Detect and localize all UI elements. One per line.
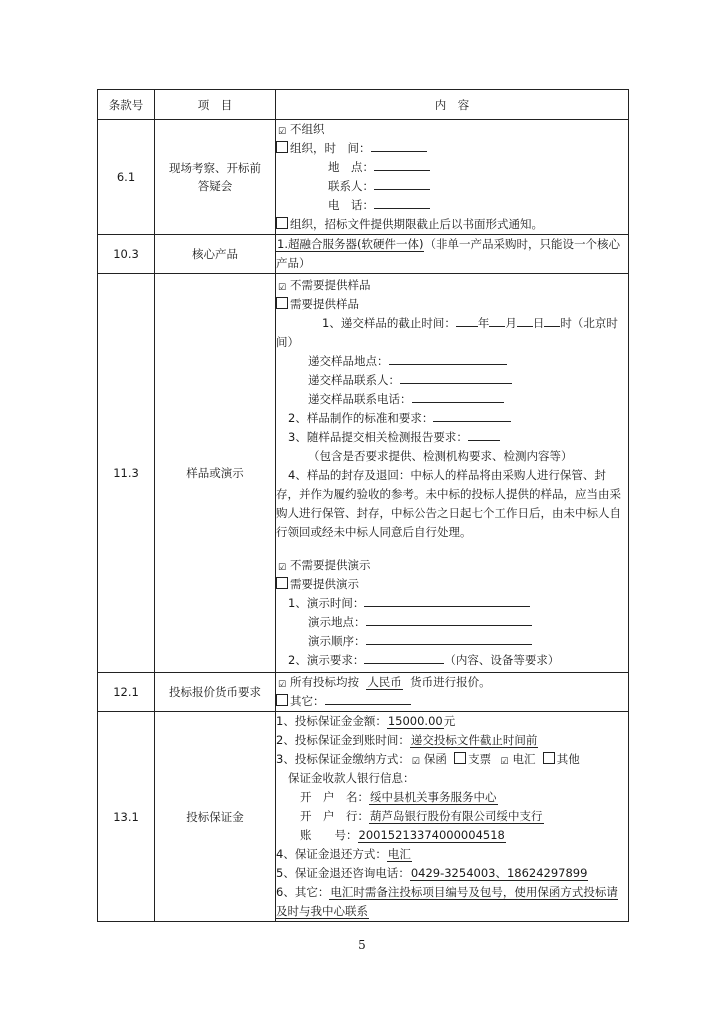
label: 4、保证金退还方式： — [276, 847, 387, 861]
row-12-1 — [98, 673, 629, 712]
option-line — [276, 120, 628, 139]
header-clause-no: 条款号 — [98, 90, 155, 120]
checked-checkbox[interactable]: ☑ — [277, 283, 287, 293]
clause-content — [276, 673, 629, 712]
option-line — [276, 575, 628, 594]
clause-number: 12.1 — [98, 673, 155, 712]
option-text: 联系人： — [328, 179, 374, 193]
bank-name: 葫芦岛银行股份有限公司绥中支行 — [370, 809, 543, 823]
option-text: 需要提供演示 — [290, 577, 359, 591]
refund-phone: 0429-3254003、18624297899 — [410, 866, 588, 880]
option-text: 不组织 — [290, 122, 325, 136]
option-text: 需要提供样品 — [290, 297, 359, 311]
deposit-line — [276, 845, 628, 864]
deposit-amount: 15000.00 — [387, 714, 443, 728]
option-line — [276, 139, 628, 158]
option-line — [276, 352, 628, 371]
blank-field[interactable] — [364, 594, 530, 607]
option-line — [276, 673, 628, 692]
unchecked-checkbox[interactable] — [543, 752, 555, 764]
account-name: 绥中县机关事务服务中心 — [370, 790, 497, 804]
option-text: 递交样品联系电话： — [308, 392, 412, 406]
label: 1、投标保证金金额： — [276, 714, 387, 728]
option-line — [276, 158, 628, 177]
clause-item: 投标保证金 — [155, 712, 276, 922]
clause-number: 6.1 — [98, 120, 155, 235]
option-line — [276, 314, 628, 333]
deposit-line: 保证金收款人银行信息： — [288, 771, 415, 785]
option-text: 所有投标均按 — [290, 675, 359, 689]
item-line: 现场考察、开标前 — [169, 161, 261, 175]
unchecked-checkbox[interactable] — [276, 297, 288, 309]
refund-method: 电汇 — [387, 847, 411, 861]
checked-checkbox[interactable]: ☑ — [277, 127, 287, 137]
clause-number: 11.3 — [98, 274, 155, 673]
date-unit: 时（北京时 — [560, 316, 618, 330]
label: 5、保证金退还咨询电话： — [276, 866, 410, 880]
table-header-row — [98, 90, 629, 120]
option-text: 货币进行报价。 — [410, 675, 491, 689]
deposit-line — [276, 807, 628, 826]
blank-field[interactable] — [433, 409, 511, 422]
checked-checkbox[interactable]: ☑ — [277, 680, 287, 690]
clause-number: 13.1 — [98, 712, 155, 922]
unchecked-checkbox[interactable] — [276, 217, 288, 229]
option-text: 1、演示时间： — [288, 596, 365, 610]
blank-field[interactable] — [400, 371, 512, 384]
option-text: 1、递交样品的截止时间： — [322, 316, 456, 330]
option-line — [276, 594, 628, 613]
row-13-1 — [98, 712, 629, 922]
currency-value: 人民币 — [367, 675, 402, 689]
other-notes: 电汇时需备注投标项目编号及包号，使用保函方式投标请及时与我中心联系 — [276, 885, 618, 918]
clause-content — [276, 120, 629, 235]
sample-return-paragraph: 4、样品的封存及退回：中标人的样品将由采购人进行保管、封存，并作为履约验收的参考。未中标的投标人提供的样品，应当由采购人进行保管、封存，中标公告之日起七个工作日后，由未中标人自行领回或经未中标人同意后自行处理。 — [276, 468, 621, 539]
option-line — [276, 215, 628, 234]
deposit-line — [276, 883, 628, 921]
blank-field[interactable] — [364, 651, 444, 664]
blank-field[interactable] — [517, 314, 533, 327]
option-line: （包含是否要求提供、检测机构要求、检测内容等） — [308, 449, 573, 463]
account-number: 20015213374000004518 — [358, 828, 505, 842]
date-unit: 日 — [532, 316, 545, 330]
unchecked-checkbox[interactable] — [276, 694, 288, 706]
option-line — [276, 556, 628, 575]
clause-item: 投标报价货币要求 — [155, 673, 276, 712]
option-line — [276, 390, 628, 409]
deposit-line — [276, 864, 628, 883]
clause-item: 核心产品 — [155, 235, 276, 274]
checked-checkbox[interactable]: ☑ — [277, 563, 287, 573]
option-text: 演示地点： — [308, 615, 366, 629]
blank-field[interactable] — [489, 314, 505, 327]
deposit-line — [276, 712, 628, 731]
label: 开 户 行： — [300, 809, 369, 823]
clause-content — [276, 274, 629, 673]
option-text: 电 话： — [328, 198, 374, 212]
deposit-line — [276, 731, 628, 750]
header-content: 内 容 — [276, 90, 629, 120]
option-line: 间） — [276, 335, 299, 349]
blank-field[interactable] — [389, 352, 507, 365]
option-text: 2、样品制作的标准和要求： — [288, 411, 434, 425]
option-line — [276, 632, 628, 651]
deposit-line — [276, 788, 628, 807]
blank-field[interactable] — [374, 158, 430, 171]
option-text: 递交样品联系人： — [308, 373, 400, 387]
unchecked-checkbox[interactable] — [454, 752, 466, 764]
date-unit: 月 — [505, 316, 517, 330]
option-line — [276, 371, 628, 390]
deposit-line — [276, 750, 628, 769]
unit: 元 — [443, 714, 456, 728]
deposit-line — [276, 826, 628, 845]
method-label: 其他 — [556, 752, 580, 766]
blank-field[interactable] — [371, 139, 427, 152]
option-line — [276, 177, 628, 196]
unchecked-checkbox[interactable] — [276, 141, 288, 153]
blank-field[interactable] — [374, 177, 430, 190]
blank-field[interactable] — [325, 692, 411, 705]
clause-number: 10.3 — [98, 235, 155, 274]
blank-field[interactable] — [456, 314, 478, 327]
option-text: 3、随样品提交相关检测报告要求： — [288, 430, 468, 444]
label: 6、其它： — [276, 885, 330, 899]
option-text: 地 点： — [328, 160, 374, 174]
option-text: 组织，招标文件提供期限截止后以书面形式通知。 — [290, 217, 543, 231]
method-label: 保函 — [423, 752, 447, 766]
item-line: 答疑会 — [197, 179, 233, 193]
blank-field[interactable] — [366, 632, 532, 645]
header-item: 项 目 — [155, 90, 276, 120]
bid-terms-table — [97, 89, 629, 922]
clause-item: 样品或演示 — [155, 274, 276, 673]
core-product-value: 1.超融合服务器(软硬件一体) — [277, 237, 424, 251]
clause-content — [276, 712, 629, 922]
page-number: 5 — [358, 938, 366, 952]
option-text: 不需要提供样品 — [290, 278, 371, 292]
row-6-1 — [98, 120, 629, 235]
option-line — [276, 651, 628, 670]
option-line — [276, 613, 628, 632]
blank-field[interactable] — [374, 196, 430, 209]
clause-content — [276, 235, 629, 274]
label: 2、投标保证金到账时间： — [276, 733, 410, 747]
date-unit: 年 — [477, 316, 490, 330]
option-line — [276, 276, 628, 295]
option-text: 组织，时 间： — [290, 141, 371, 155]
option-text: 递交样品地点： — [308, 354, 389, 368]
deposit-deadline: 递交投标文件截止时间前 — [410, 733, 538, 747]
unchecked-checkbox[interactable] — [276, 577, 288, 589]
blank-field[interactable] — [366, 613, 532, 626]
checked-checkbox[interactable]: ☑ — [411, 757, 420, 767]
blank-field[interactable] — [468, 428, 500, 441]
option-line — [276, 409, 628, 428]
blank-field[interactable] — [544, 314, 560, 327]
method-label: 支票 — [468, 752, 492, 766]
option-text: 其它： — [290, 694, 325, 708]
option-line — [276, 295, 628, 314]
label: 3、投标保证金缴纳方式： — [276, 752, 410, 766]
row-10-3 — [98, 235, 629, 274]
label: 账 号： — [300, 828, 358, 842]
option-line — [276, 428, 628, 447]
option-text: 2、演示要求： — [288, 653, 365, 667]
core-product-note: （非单一产品采购时，只能设一个核心产品） — [276, 237, 620, 270]
option-text: （内容、设备等要求） — [444, 653, 560, 667]
option-text: 演示顺序： — [308, 634, 366, 648]
row-11-3 — [98, 274, 629, 673]
option-line — [276, 196, 628, 215]
option-text: 不需要提供演示 — [290, 558, 371, 572]
blank-field[interactable] — [412, 390, 504, 403]
option-line — [276, 692, 628, 711]
checked-checkbox[interactable]: ☑ — [500, 757, 509, 767]
clause-item — [155, 120, 276, 235]
label: 开 户 名： — [300, 790, 369, 804]
method-label: 电汇 — [512, 752, 536, 766]
spacer — [276, 542, 628, 556]
